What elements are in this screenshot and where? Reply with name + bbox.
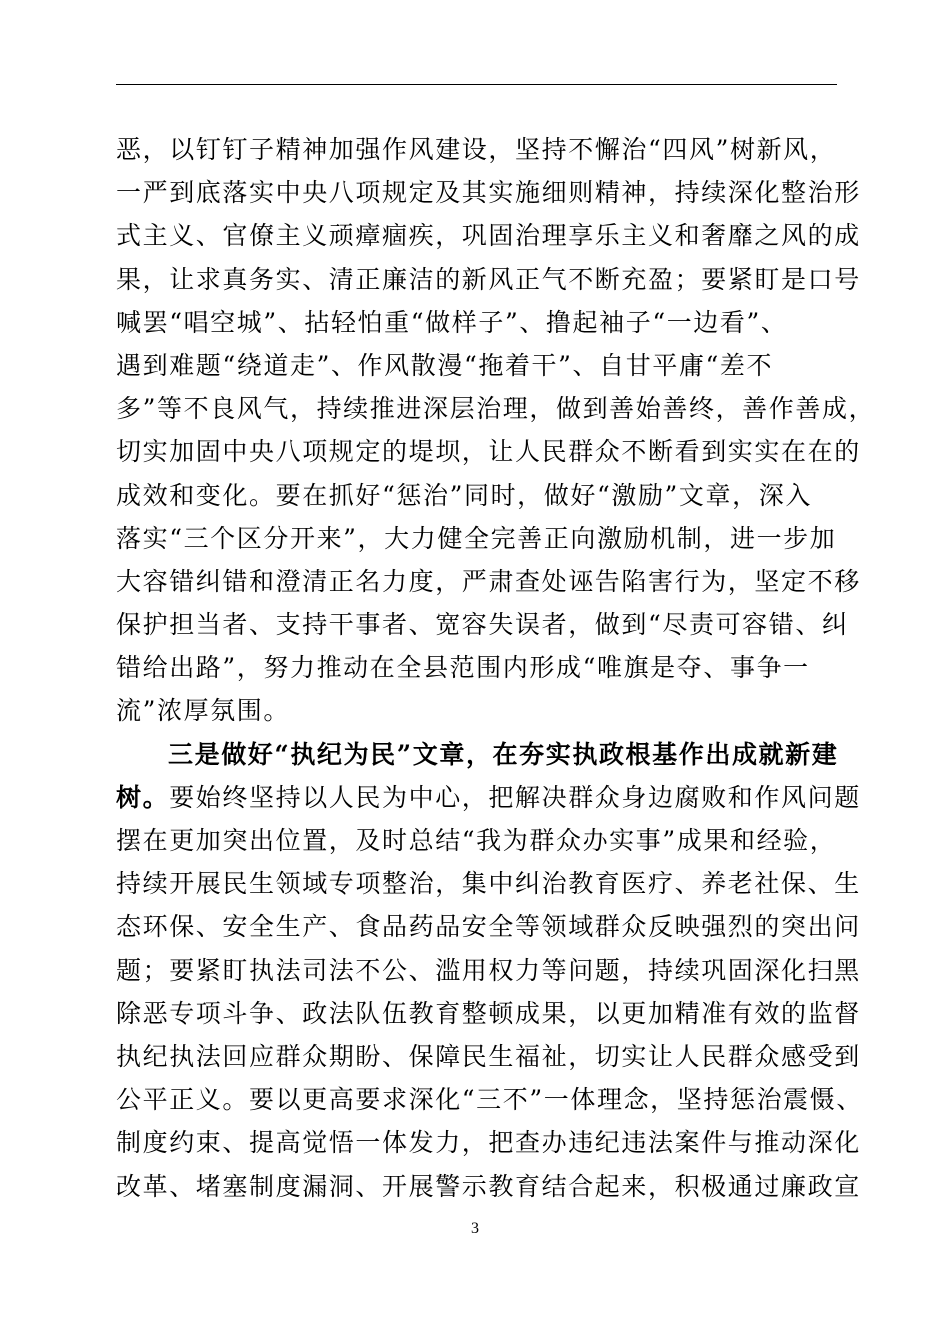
line-text: 题；要紧盯执法司法不公、滥用权力等问题，持续巩固深化扫黑 [116, 955, 861, 985]
text-line [116, 214, 861, 257]
section-heading-line [116, 733, 838, 776]
text-line [116, 1121, 861, 1164]
line-text: 改革、堵塞制度漏洞、开展警示教育结合起来，积极通过廉政宣 [116, 1171, 861, 1201]
text-line [116, 258, 861, 301]
line-text: 保护担当者、支持干事者、宽容失误者，做到“尽责可容错、纠 [116, 610, 849, 640]
text-line [116, 776, 861, 819]
page-number: 3 [471, 1220, 479, 1237]
text-line [116, 474, 838, 517]
line-text: 式主义、官僚主义顽瘴痼疾，巩固治理享乐主义和奢靡之风的成 [116, 221, 861, 251]
text-line [116, 301, 838, 344]
line-text: 错给出路”，努力推动在全县范围内形成“唯旗是夺、事争一 [116, 653, 810, 683]
line-text: 公平正义。要以更高要求深化“三不”一体理念，坚持惩治震慑、 [116, 1085, 863, 1115]
line-text: 执纪执法回应群众期盼、保障民生福祉，切实让人民群众感受到 [116, 1041, 861, 1071]
line-text: 流”浓厚氛围。 [116, 696, 290, 726]
line-text: 要始终坚持以人民为中心，把解决群众身边腐败和作风问题 [169, 782, 861, 812]
text-line [116, 560, 861, 603]
line-text: 态环保、安全生产、食品药品安全等领域群众反映强烈的突出问 [116, 912, 861, 942]
text-line [116, 862, 861, 905]
text-line [116, 992, 861, 1035]
line-text: 持续开展民生领域专项整治，集中纠治教育医疗、养老社保、生 [116, 869, 861, 899]
line-text: 成效和变化。要在抓好“惩治”同时，做好“激励”文章，深入 [116, 480, 812, 510]
line-text: 切实加固中央八项规定的堤坝，让人民群众不断看到实实在在的 [116, 437, 861, 467]
text-line [116, 905, 861, 948]
header-rule [116, 84, 837, 85]
text-line [116, 344, 838, 387]
line-text: 多”等不良风气，持续推进深层治理，做到善始善终，善作善成， [116, 394, 876, 424]
line-text: 大容错纠错和澄清正名力度，严肃查处诬告陷害行为，坚定不移 [116, 566, 861, 596]
text-line [116, 1165, 861, 1208]
line-text: 一严到底落实中央八项规定及其实施细则精神，持续深化整治形 [116, 178, 861, 208]
text-line [116, 603, 849, 646]
text-line [116, 1035, 861, 1078]
text-line [116, 1078, 863, 1121]
text-line [116, 949, 861, 992]
text-line [116, 430, 861, 473]
line-text: 除恶专项斗争、政法队伍教育整顿成果，以更加精准有效的监督 [116, 998, 861, 1028]
text-line [116, 689, 838, 732]
line-text: 制度约束、提高觉悟一体发力，把查办违纪违法案件与推动深化 [116, 1128, 861, 1158]
text-line [116, 819, 838, 862]
line-text: 喊罢“唱空城”、拈轻怕重“做样子”、撸起袖子“一边看”、 [116, 307, 788, 337]
text-line [116, 128, 838, 171]
line-text: 落实“三个区分开来”，大力健全完善正向激励机制，进一步加 [116, 523, 837, 553]
text-line [116, 646, 838, 689]
section-heading-continuation: 树。 [116, 782, 170, 812]
text-line [116, 387, 876, 430]
line-text: 摆在更加突出位置，及时总结“我为群众办实事”成果和经验， [116, 826, 837, 855]
document-body [116, 128, 876, 1208]
line-text: 遇到难题“绕道走”、作风散漫“拖着干”、自甘平庸“差不 [116, 350, 774, 380]
line-text: 恶，以钉钉子精神加强作风建设，坚持不懈治“四风”树新风， [116, 135, 837, 164]
section-heading: 三是做好“执纪为民”文章，在夯实执政根基作出成就新建 [168, 739, 839, 769]
line-text: 果，让求真务实、清正廉洁的新风正气不断充盈；要紧盯是口号 [116, 264, 861, 294]
text-line [116, 517, 838, 560]
text-line [116, 171, 861, 214]
